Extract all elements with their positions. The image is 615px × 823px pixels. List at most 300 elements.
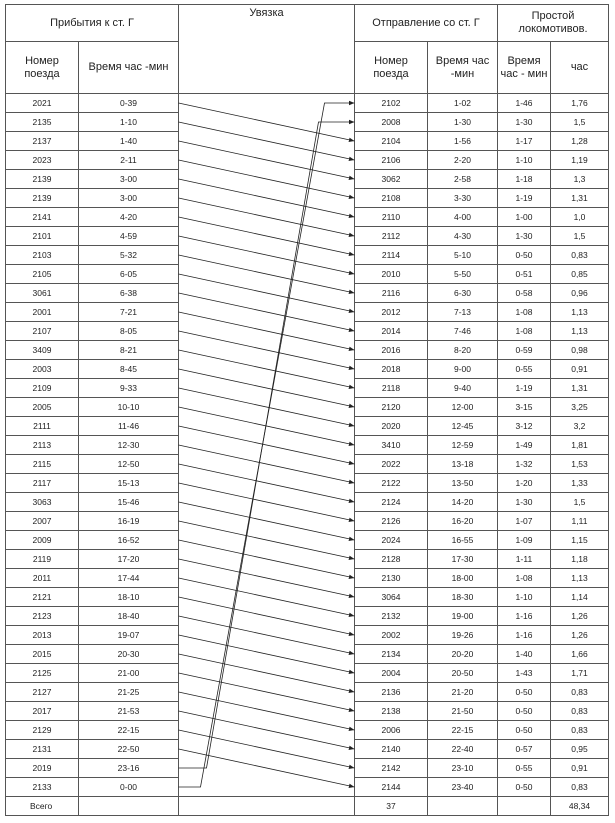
idle-time: 1-08 — [498, 303, 551, 322]
departure-train-no: 3410 — [355, 436, 428, 455]
idle-time: 1-30 — [498, 493, 551, 512]
table-row — [6, 417, 609, 436]
departure-time: 16-20 — [428, 512, 498, 531]
arrival-time: 8-21 — [79, 341, 179, 360]
departure-time: 20-20 — [428, 645, 498, 664]
departure-train-no: 2104 — [355, 132, 428, 151]
departure-train-no: 2132 — [355, 607, 428, 626]
link-cell — [179, 398, 355, 417]
idle-time: 1-46 — [498, 94, 551, 113]
departure-train-no: 2112 — [355, 227, 428, 246]
table-row — [6, 284, 609, 303]
arrival-time: 8-45 — [79, 360, 179, 379]
arrival-time: 0-39 — [79, 94, 179, 113]
idle-hours: 3,2 — [551, 417, 609, 436]
arrival-time: 19-07 — [79, 626, 179, 645]
departure-time: 18-30 — [428, 588, 498, 607]
arrival-train-no: 2107 — [6, 322, 79, 341]
idle-time: 1-16 — [498, 626, 551, 645]
idle-time: 1-20 — [498, 474, 551, 493]
departure-train-no: 2014 — [355, 322, 428, 341]
arrival-train-no: 2111 — [6, 417, 79, 436]
link-cell — [179, 455, 355, 474]
table-row — [6, 303, 609, 322]
table-row — [6, 702, 609, 721]
departure-time: 4-00 — [428, 208, 498, 227]
idle-hours: 1,76 — [551, 94, 609, 113]
link-cell — [179, 246, 355, 265]
table-row — [6, 208, 609, 227]
col-idle-time: Время час - мин — [498, 42, 551, 94]
link-cell — [179, 607, 355, 626]
idle-hours: 1,11 — [551, 512, 609, 531]
arrival-train-no: 2013 — [6, 626, 79, 645]
arrival-train-no: 2127 — [6, 683, 79, 702]
departure-train-no: 2144 — [355, 778, 428, 797]
total-empty — [428, 797, 498, 816]
table-row — [6, 151, 609, 170]
departure-train-no: 2136 — [355, 683, 428, 702]
idle-hours: 1,14 — [551, 588, 609, 607]
idle-hours: 1,19 — [551, 151, 609, 170]
table-row — [6, 683, 609, 702]
arrival-train-no: 2129 — [6, 721, 79, 740]
arrival-train-no: 2003 — [6, 360, 79, 379]
idle-time: 1-40 — [498, 645, 551, 664]
arrival-train-no: 2125 — [6, 664, 79, 683]
idle-time: 1-09 — [498, 531, 551, 550]
idle-hours: 0,98 — [551, 341, 609, 360]
departure-time: 5-50 — [428, 265, 498, 284]
table-row — [6, 94, 609, 113]
departure-train-no: 2124 — [355, 493, 428, 512]
arrival-time: 6-05 — [79, 265, 179, 284]
link-cell — [179, 740, 355, 759]
arrivals-header: Прибытия к ст. Г — [6, 5, 179, 42]
link-cell — [179, 702, 355, 721]
idle-time: 1-43 — [498, 664, 551, 683]
total-empty — [79, 797, 179, 816]
departure-time: 2-20 — [428, 151, 498, 170]
link-cell — [179, 379, 355, 398]
departure-train-no: 2004 — [355, 664, 428, 683]
idle-time: 1-07 — [498, 512, 551, 531]
table-row — [6, 569, 609, 588]
idle-time: 1-30 — [498, 113, 551, 132]
idle-hours: 1,3 — [551, 170, 609, 189]
link-cell — [179, 531, 355, 550]
link-cell — [179, 341, 355, 360]
idle-hours: 1,53 — [551, 455, 609, 474]
total-empty — [498, 797, 551, 816]
departure-train-no: 2006 — [355, 721, 428, 740]
table-row — [6, 227, 609, 246]
locomotive-link-table — [5, 4, 609, 816]
table-row — [6, 645, 609, 664]
departure-train-no: 2134 — [355, 645, 428, 664]
arrival-train-no: 2131 — [6, 740, 79, 759]
idle-hours: 0,91 — [551, 360, 609, 379]
table-row — [6, 740, 609, 759]
table-row — [6, 341, 609, 360]
table-row — [6, 436, 609, 455]
departure-train-no: 2110 — [355, 208, 428, 227]
total-label: Всего — [6, 797, 79, 816]
idle-time: 1-19 — [498, 189, 551, 208]
link-cell — [179, 417, 355, 436]
departure-time: 23-10 — [428, 759, 498, 778]
idle-hours: 1,5 — [551, 113, 609, 132]
departure-train-no: 2024 — [355, 531, 428, 550]
table-row — [6, 759, 609, 778]
arrival-time: 3-00 — [79, 189, 179, 208]
arrival-train-no: 2113 — [6, 436, 79, 455]
arrival-train-no: 2017 — [6, 702, 79, 721]
departure-time: 14-20 — [428, 493, 498, 512]
arrival-train-no: 2009 — [6, 531, 79, 550]
link-cell — [179, 151, 355, 170]
arrival-train-no: 3061 — [6, 284, 79, 303]
arrival-train-no: 2137 — [6, 132, 79, 151]
idle-time: 1-17 — [498, 132, 551, 151]
link-cell — [179, 626, 355, 645]
departure-train-no: 2022 — [355, 455, 428, 474]
arrival-time: 17-20 — [79, 550, 179, 569]
idle-hours: 1,31 — [551, 189, 609, 208]
idle-time: 1-49 — [498, 436, 551, 455]
idle-time: 1-08 — [498, 322, 551, 341]
idle-time: 1-10 — [498, 151, 551, 170]
idle-time: 3-12 — [498, 417, 551, 436]
col-dep-train-no: Номер поезда — [355, 42, 428, 94]
arrival-time: 10-10 — [79, 398, 179, 417]
idle-hours: 1,5 — [551, 493, 609, 512]
departure-train-no: 2128 — [355, 550, 428, 569]
arrival-train-no: 2021 — [6, 94, 79, 113]
departure-time: 12-59 — [428, 436, 498, 455]
departure-time: 22-15 — [428, 721, 498, 740]
link-cell — [179, 474, 355, 493]
link-cell — [179, 360, 355, 379]
idle-hours: 1,26 — [551, 607, 609, 626]
departure-time: 19-00 — [428, 607, 498, 626]
table-row — [6, 493, 609, 512]
link-cell — [179, 721, 355, 740]
departure-train-no: 2002 — [355, 626, 428, 645]
idle-time: 1-19 — [498, 379, 551, 398]
departure-time: 8-20 — [428, 341, 498, 360]
link-cell — [179, 170, 355, 189]
table-row — [6, 170, 609, 189]
departure-time: 9-40 — [428, 379, 498, 398]
arrival-time: 23-16 — [79, 759, 179, 778]
link-cell — [179, 208, 355, 227]
departure-train-no: 2106 — [355, 151, 428, 170]
arrival-time: 0-00 — [79, 778, 179, 797]
link-cell — [179, 759, 355, 778]
departure-time: 16-55 — [428, 531, 498, 550]
departure-train-no: 2102 — [355, 94, 428, 113]
arrival-train-no: 2139 — [6, 189, 79, 208]
departure-train-no: 2138 — [355, 702, 428, 721]
arrival-time: 12-30 — [79, 436, 179, 455]
departure-time: 9-00 — [428, 360, 498, 379]
arrival-train-no: 2001 — [6, 303, 79, 322]
departure-time: 6-30 — [428, 284, 498, 303]
arrival-train-no: 2011 — [6, 569, 79, 588]
arrival-time: 22-15 — [79, 721, 179, 740]
arrival-time: 7-21 — [79, 303, 179, 322]
idle-time: 0-50 — [498, 246, 551, 265]
departure-time: 13-50 — [428, 474, 498, 493]
idle-hours: 1,31 — [551, 379, 609, 398]
table-row — [6, 265, 609, 284]
departure-time: 13-18 — [428, 455, 498, 474]
idle-hours: 1,66 — [551, 645, 609, 664]
arrival-time: 15-46 — [79, 493, 179, 512]
idle-hours: 1,13 — [551, 303, 609, 322]
col-train-no: Номер поезда — [6, 42, 79, 94]
departures-header: Отправление со ст. Г — [355, 5, 498, 42]
departure-time: 4-30 — [428, 227, 498, 246]
arrival-time: 15-13 — [79, 474, 179, 493]
idle-time: 0-50 — [498, 721, 551, 740]
departure-train-no: 2140 — [355, 740, 428, 759]
arrival-train-no: 2115 — [6, 455, 79, 474]
departure-train-no: 2118 — [355, 379, 428, 398]
table-row — [6, 113, 609, 132]
table-row — [6, 132, 609, 151]
table-row — [6, 455, 609, 474]
total-dep-count: 37 — [355, 797, 428, 816]
link-cell — [179, 322, 355, 341]
departure-train-no: 2012 — [355, 303, 428, 322]
idle-time: 0-55 — [498, 759, 551, 778]
departure-train-no: 3064 — [355, 588, 428, 607]
departure-train-no: 2126 — [355, 512, 428, 531]
departure-train-no: 2142 — [355, 759, 428, 778]
arrival-time: 2-11 — [79, 151, 179, 170]
link-cell — [179, 778, 355, 797]
idle-hours: 1,13 — [551, 322, 609, 341]
idle-time: 1-08 — [498, 569, 551, 588]
link-cell — [179, 512, 355, 531]
idle-time: 0-57 — [498, 740, 551, 759]
arrival-train-no: 3409 — [6, 341, 79, 360]
departure-time: 7-46 — [428, 322, 498, 341]
arrival-train-no: 2119 — [6, 550, 79, 569]
departure-time: 19-26 — [428, 626, 498, 645]
table-row — [6, 607, 609, 626]
departure-train-no: 2108 — [355, 189, 428, 208]
arrival-train-no: 2139 — [6, 170, 79, 189]
link-cell — [179, 569, 355, 588]
departure-train-no: 2116 — [355, 284, 428, 303]
idle-hours: 3,25 — [551, 398, 609, 417]
idle-hours: 0,83 — [551, 246, 609, 265]
link-cell — [179, 189, 355, 208]
arrival-train-no: 2023 — [6, 151, 79, 170]
arrival-time: 17-44 — [79, 569, 179, 588]
arrival-time: 21-25 — [79, 683, 179, 702]
departure-train-no: 2122 — [355, 474, 428, 493]
idle-hours: 1,0 — [551, 208, 609, 227]
arrival-train-no: 2101 — [6, 227, 79, 246]
departure-train-no: 2114 — [355, 246, 428, 265]
departure-train-no: 2010 — [355, 265, 428, 284]
arrival-time: 3-00 — [79, 170, 179, 189]
arrival-time: 16-52 — [79, 531, 179, 550]
table-row — [6, 398, 609, 417]
arrival-time: 1-40 — [79, 132, 179, 151]
link-cell — [179, 550, 355, 569]
arrival-time: 6-38 — [79, 284, 179, 303]
arrival-train-no: 2015 — [6, 645, 79, 664]
departure-train-no: 2016 — [355, 341, 428, 360]
total-idle-hours: 48,34 — [551, 797, 609, 816]
arrival-time: 11-46 — [79, 417, 179, 436]
idle-hours: 0,95 — [551, 740, 609, 759]
table-row — [6, 550, 609, 569]
departure-time: 2-58 — [428, 170, 498, 189]
table-row — [6, 531, 609, 550]
idle-hours: 1,15 — [551, 531, 609, 550]
idle-hours: 0,85 — [551, 265, 609, 284]
link-cell — [179, 113, 355, 132]
departure-time: 1-56 — [428, 132, 498, 151]
idle-time: 1-00 — [498, 208, 551, 227]
link-cell — [179, 436, 355, 455]
idle-time: 0-51 — [498, 265, 551, 284]
arrival-time: 20-30 — [79, 645, 179, 664]
arrival-train-no: 2133 — [6, 778, 79, 797]
link-cell — [179, 683, 355, 702]
arrival-time: 18-40 — [79, 607, 179, 626]
arrival-train-no: 2105 — [6, 265, 79, 284]
departure-train-no: 2018 — [355, 360, 428, 379]
idle-hours: 1,28 — [551, 132, 609, 151]
arrival-train-no: 3063 — [6, 493, 79, 512]
link-cell — [179, 303, 355, 322]
departure-train-no: 3062 — [355, 170, 428, 189]
table-row — [6, 246, 609, 265]
idle-time: 1-11 — [498, 550, 551, 569]
departure-train-no: 2120 — [355, 398, 428, 417]
idle-hours: 0,83 — [551, 683, 609, 702]
link-cell — [179, 493, 355, 512]
departure-time: 17-30 — [428, 550, 498, 569]
link-cell — [179, 645, 355, 664]
link-cell — [179, 588, 355, 607]
table-row — [6, 322, 609, 341]
idle-hours: 0,83 — [551, 778, 609, 797]
departure-time: 18-00 — [428, 569, 498, 588]
arrival-time: 1-10 — [79, 113, 179, 132]
arrival-time: 8-05 — [79, 322, 179, 341]
idle-hours: 1,5 — [551, 227, 609, 246]
idle-time: 1-32 — [498, 455, 551, 474]
table-row — [6, 379, 609, 398]
idle-time: 3-15 — [498, 398, 551, 417]
total-link-empty — [179, 797, 355, 816]
col-dep-time: Время час -мин — [428, 42, 498, 94]
table-row — [6, 189, 609, 208]
idle-hours: 1,33 — [551, 474, 609, 493]
arrival-time: 5-32 — [79, 246, 179, 265]
departure-time: 3-30 — [428, 189, 498, 208]
link-cell — [179, 94, 355, 113]
idle-time: 1-30 — [498, 227, 551, 246]
link-cell — [179, 284, 355, 303]
arrival-train-no: 2103 — [6, 246, 79, 265]
idle-header: Простой локомотивов. — [498, 5, 609, 42]
arrival-train-no: 2135 — [6, 113, 79, 132]
arrival-train-no: 2019 — [6, 759, 79, 778]
idle-time: 0-50 — [498, 683, 551, 702]
idle-hours: 1,71 — [551, 664, 609, 683]
idle-time: 0-50 — [498, 702, 551, 721]
departure-time: 21-20 — [428, 683, 498, 702]
arrival-train-no: 2141 — [6, 208, 79, 227]
idle-time: 0-59 — [498, 341, 551, 360]
arrival-train-no: 2007 — [6, 512, 79, 531]
idle-time: 0-50 — [498, 778, 551, 797]
departure-time: 1-30 — [428, 113, 498, 132]
col-arrival-time: Время час -мин — [79, 42, 179, 94]
arrival-train-no: 2005 — [6, 398, 79, 417]
departure-time: 5-10 — [428, 246, 498, 265]
arrival-time: 4-20 — [79, 208, 179, 227]
arrival-time: 12-50 — [79, 455, 179, 474]
link-cell — [179, 664, 355, 683]
departure-time: 7-13 — [428, 303, 498, 322]
departure-time: 22-40 — [428, 740, 498, 759]
departure-time: 12-00 — [428, 398, 498, 417]
idle-time: 1-10 — [498, 588, 551, 607]
arrival-train-no: 2123 — [6, 607, 79, 626]
arrival-time: 4-59 — [79, 227, 179, 246]
arrival-train-no: 2117 — [6, 474, 79, 493]
idle-hours: 0,91 — [551, 759, 609, 778]
link-cell — [179, 132, 355, 151]
idle-time: 0-55 — [498, 360, 551, 379]
idle-hours: 0,96 — [551, 284, 609, 303]
idle-hours: 1,81 — [551, 436, 609, 455]
idle-hours: 0,83 — [551, 721, 609, 740]
arrival-time: 22-50 — [79, 740, 179, 759]
table-row — [6, 512, 609, 531]
departure-train-no: 2020 — [355, 417, 428, 436]
departure-time: 20-50 — [428, 664, 498, 683]
table-row — [6, 721, 609, 740]
idle-hours: 1,13 — [551, 569, 609, 588]
arrival-time: 21-53 — [79, 702, 179, 721]
table-row — [6, 474, 609, 493]
arrival-time: 18-10 — [79, 588, 179, 607]
idle-time: 0-58 — [498, 284, 551, 303]
table-row — [6, 360, 609, 379]
idle-time: 1-16 — [498, 607, 551, 626]
link-cell — [179, 227, 355, 246]
idle-hours: 1,26 — [551, 626, 609, 645]
idle-hours: 0,83 — [551, 702, 609, 721]
col-idle-hours: час — [551, 42, 609, 94]
link-cell — [179, 265, 355, 284]
arrival-train-no: 2109 — [6, 379, 79, 398]
departure-time: 1-02 — [428, 94, 498, 113]
arrival-train-no: 2121 — [6, 588, 79, 607]
table-row — [6, 664, 609, 683]
